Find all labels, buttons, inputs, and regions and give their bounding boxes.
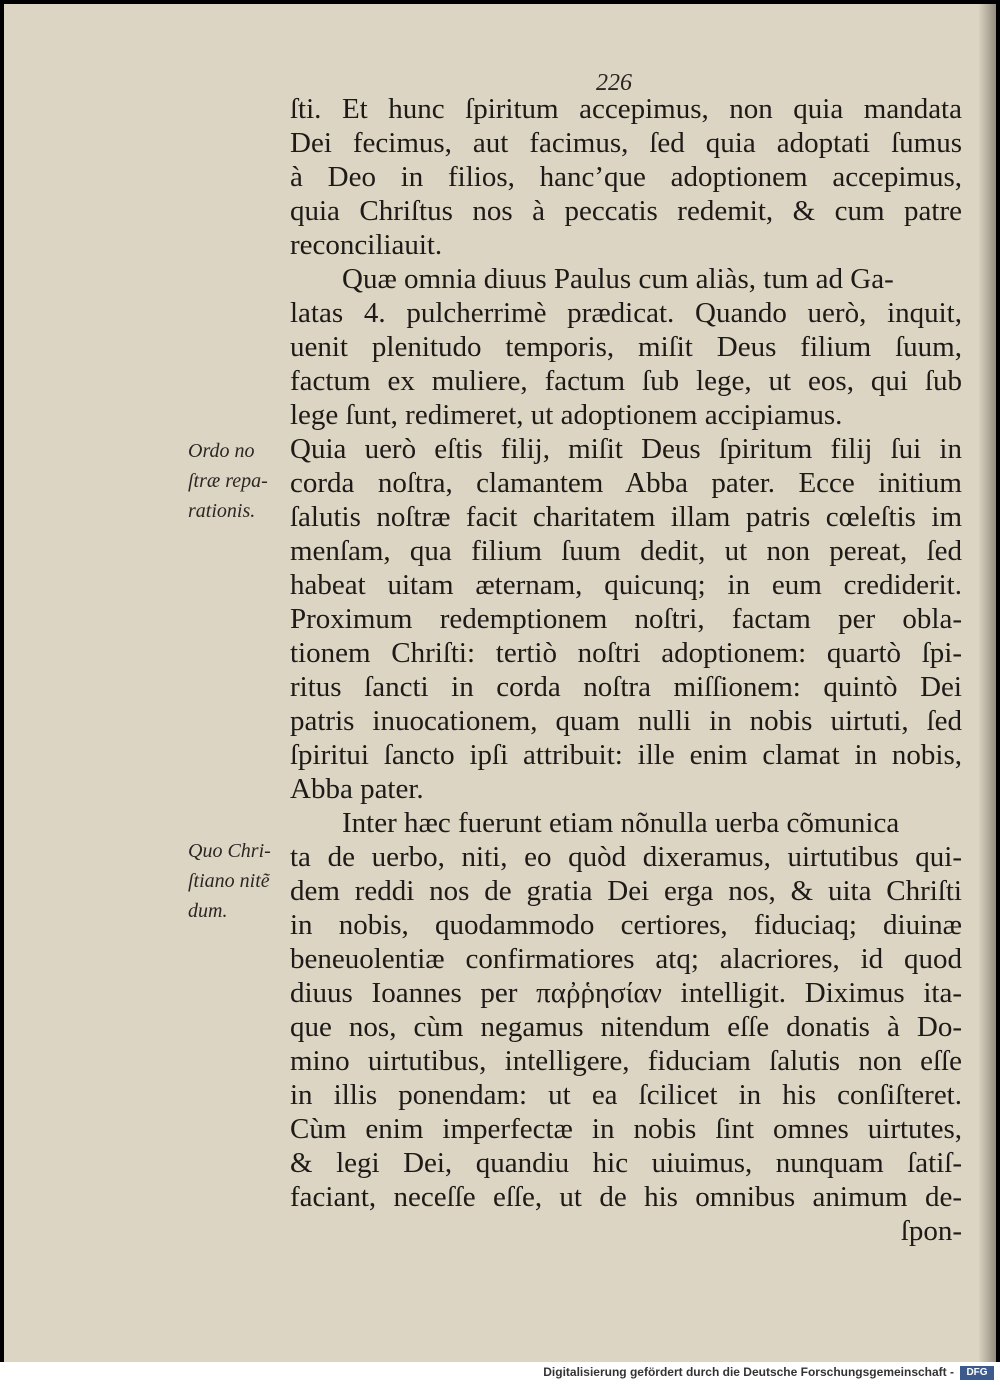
text-line: ſti. Et hunc ſpiritum accepimus, non quia mandata — [290, 93, 962, 125]
text-line: Abba pater. — [290, 773, 424, 805]
text-line: que nos, cùm negamus nitendum eſſe donatis à Do- — [290, 1011, 962, 1043]
marginal-note-ordo — [188, 436, 292, 526]
main-text-block — [290, 92, 962, 1248]
text-line: mino uirtutibus, intelligere, fiduciam ſalutis non eſſe — [290, 1045, 962, 1077]
text-line: ritus ſancti in corda noſtra miſſionem: quintò Dei — [290, 671, 962, 703]
text-line: Dei fecimus, aut facimus, ſed quia adoptati ſumus — [290, 127, 962, 159]
text-line: uenit plenitudo temporis, miſit Deus filium ſuum, — [290, 331, 962, 363]
text-line: patris inuocationem, quam nulli in nobis uirtuti, ſed — [290, 705, 962, 737]
marginal-note-quo-christiano — [188, 836, 292, 926]
text-line: corda noſtra, clamantem Abba pater. Ecce initium — [290, 467, 962, 499]
text-line: factum ex muliere, factum ſub lege, ut eos, qui ſub — [290, 365, 962, 397]
text-line: à Deo in filios, hanc’que adoptionem accepimus, — [290, 161, 962, 193]
text-line: Proximum redemptionem noſtri, factam per obla- — [290, 603, 962, 635]
marginal-note-line: dum. — [188, 900, 228, 922]
text-line: beneuolentiæ confirmatiores atq; alacriores, id quod — [290, 943, 962, 975]
page-gutter-shadow — [978, 4, 996, 1362]
marginal-note-line: ſtiano nitẽ — [188, 870, 270, 892]
text-line: reconciliauit. — [290, 229, 443, 261]
text-line: Quia uerò eſtis filij, miſit Deus ſpiritum filij ſui in — [290, 433, 962, 465]
text-line: ſpiritui ſancto ipſi attribuit: ille enim clamat in nobis, — [290, 739, 962, 771]
text-line: & legi Dei, quandiu hic uiuimus, nunquam ſatiſ- — [290, 1147, 962, 1179]
dfg-logo: DFG — [960, 1366, 994, 1380]
text-line: Cùm enim imperfectæ in nobis ſint omnes uirtutes, — [290, 1113, 962, 1145]
text-line: ſalutis noſtræ facit charitatem illam patris cœleſtis im — [290, 501, 962, 533]
text-line: in illis ponendam: ut ea ſcilicet in his conſiſteret. — [290, 1079, 962, 1111]
text-line: habeat uitam æternam, quicunq; in eum crediderit. — [290, 569, 962, 601]
footer-bar — [0, 1362, 1000, 1385]
text-line: ſpon- — [900, 1215, 962, 1247]
marginal-note-line: rationis. — [188, 500, 256, 522]
text-line: Inter hæc fuerunt etiam nõnulla uerba cõmunica — [342, 807, 900, 839]
marginal-note-line: Ordo no — [188, 440, 255, 462]
text-line: latas 4. pulcherrimè prædicat. Quando uerò, inquit, — [290, 297, 962, 329]
text-line: dem reddi nos de gratia Dei erga nos, & uita Chriſti — [290, 875, 962, 907]
page-number: 226 — [596, 70, 632, 96]
text-line: quia Chriſtus nos à peccatis redemit, & cum patre — [290, 195, 962, 227]
footer-credit: Digitalisierung gefördert durch die Deutsche Forschungsgemeinschaft - — [543, 1365, 954, 1379]
marginal-note-line: Quo Chri- — [188, 840, 271, 862]
text-line: faciant, neceſſe eſſe, ut de his omnibus animum de- — [290, 1181, 962, 1213]
marginal-note-line: ſtræ repa- — [188, 470, 268, 492]
text-line: lege ſunt, redimeret, ut adoptionem accipiamus. — [290, 399, 843, 431]
text-line: in nobis, quodammodo certiores, fiduciaq; diuinæ — [290, 909, 962, 941]
text-line: ta de uerbo, niti, eo quòd dixeramus, uirtutibus qui- — [290, 841, 962, 873]
text-line: menſam, qua filium ſuum dedit, ut non pereat, ſed — [290, 535, 962, 567]
book-page — [4, 4, 996, 1362]
text-line: diuus Ioannes per παῤῥησίαν intelligit. Diximus ita- — [290, 977, 962, 1009]
text-line: tionem Chriſti: tertiò noſtri adoptionem: quartò ſpi- — [290, 637, 962, 669]
text-line: Quæ omnia diuus Paulus cum aliàs, tum ad Ga- — [342, 263, 894, 295]
